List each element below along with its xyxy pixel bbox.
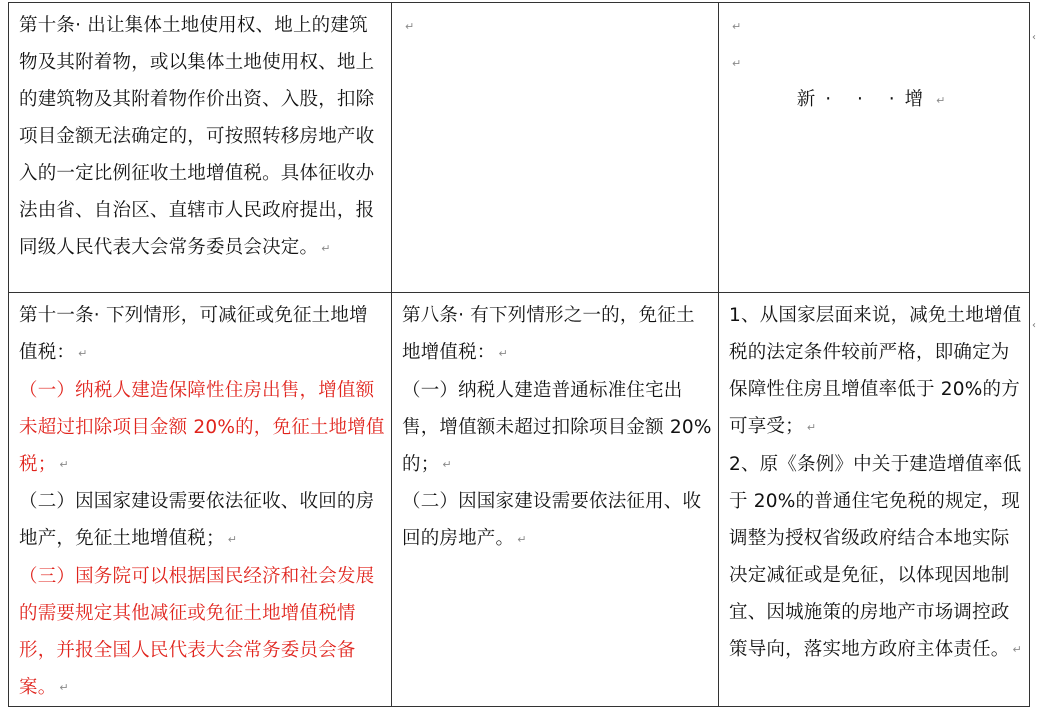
- table-cell-note-new[interactable]: [719, 3, 1030, 293]
- article-11-heading: [19, 297, 385, 372]
- row-end-marker-icon: ‹: [1032, 320, 1036, 331]
- paragraph-mark-icon: ↵: [321, 241, 331, 255]
- paragraph-mark-icon: ↵: [442, 458, 452, 471]
- paragraph-mark-icon: ↵: [732, 19, 742, 33]
- article-10-text: 第十条· 出让集体土地使用权、地上的建筑物及其附着物，或以集体土地使用权、地上的建筑物及其附着物作价出资、入股，扣除项目金额无法确定的，可按照转移房地产收入的一定比例征收土地增值税。具体征收办法由省、自治区、直辖市人民政府提出，报同级人民代表大会常务委员会决定。: [19, 15, 375, 258]
- table-cell-old-law-article-8[interactable]: [392, 293, 719, 707]
- note-point-1-text: 1、从国家层面来说，减免土地增值税的法定条件较前严格，即确定为保障性住房且增值率低于 20%的方可享受；: [729, 305, 1022, 437]
- article-11-item-1-text: （一）纳税人建造保障性住房出售，增值额未超过扣除项目金额 20%的，免征土地增值税；: [19, 379, 385, 475]
- article-8-item-1: [402, 372, 712, 484]
- article-11-item-1: [19, 372, 385, 484]
- table-row: [9, 3, 1030, 293]
- article-8-heading-text: 第八条· 有下列情形之一的，免征土地增值税：: [402, 305, 695, 363]
- article-11-item-2: [19, 483, 385, 558]
- article-8-item-2-text: （二）因国家建设需要依法征用、收回的房地产。: [402, 491, 702, 549]
- paragraph-mark-icon: ↵: [59, 681, 69, 694]
- paragraph-mark-icon: ↵: [59, 458, 69, 471]
- article-11-item-2-text: （二）因国家建设需要依法征收、收回的房地产，免征土地增值税；: [19, 491, 375, 549]
- table-cell-old-law-empty[interactable]: [392, 3, 719, 293]
- article-8-item-2: [402, 483, 712, 558]
- paragraph-mark-icon: ↵: [517, 532, 527, 546]
- paragraph-mark-icon: ↵: [227, 532, 238, 546]
- new-addition-text: 新· · ·增: [796, 89, 934, 110]
- comparison-table: [8, 2, 1030, 707]
- note-point-2-text: 2、原《条例》中关于建造增值率低于 20%的普通住宅免税的规定，现调整为授权省级政府结合本地实际决定减征或是免征，以体现因地制宜、因城施策的房地产市场调控政策导向，落实地方政府主体责任。: [729, 453, 1022, 660]
- article-11-item-3-text: （三）国务院可以根据国民经济和社会发展的需要规定其他减征或免征土地增值税情形，并报全国人民代表大会常务委员会备案。: [19, 565, 375, 698]
- table-row: [9, 293, 1030, 707]
- paragraph-mark-icon: ↵: [732, 56, 742, 70]
- article-11-heading-text: 第十一条· 下列情形，可减征或免征土地增值税：: [19, 305, 368, 363]
- empty-line: [729, 44, 1023, 81]
- paragraph-mark-icon: ↵: [1012, 643, 1022, 656]
- new-addition-label: [729, 81, 1023, 119]
- table-cell-new-law-article-10[interactable]: [9, 3, 392, 293]
- note-point-2: [729, 446, 1023, 669]
- paragraph-mark-icon: ↵: [78, 346, 88, 360]
- row-end-marker-icon: ‹: [1032, 32, 1036, 43]
- note-point-1: [729, 297, 1023, 446]
- article-8-heading: [402, 297, 712, 372]
- table-cell-new-law-article-11[interactable]: [9, 293, 392, 707]
- paragraph-mark-icon: ↵: [936, 93, 956, 107]
- table-cell-note-explanation[interactable]: [719, 293, 1030, 707]
- paragraph-mark-icon: ↵: [806, 420, 817, 434]
- article-11-item-3: [19, 558, 385, 707]
- empty-line: [729, 7, 1023, 44]
- article-8-item-1-text: （一）纳税人建造普通标准住宅出售，增值额未超过扣除项目金额 20%的；: [402, 379, 712, 475]
- paragraph-mark-icon: ↵: [498, 346, 508, 360]
- paragraph-mark-icon: ↵: [405, 19, 415, 33]
